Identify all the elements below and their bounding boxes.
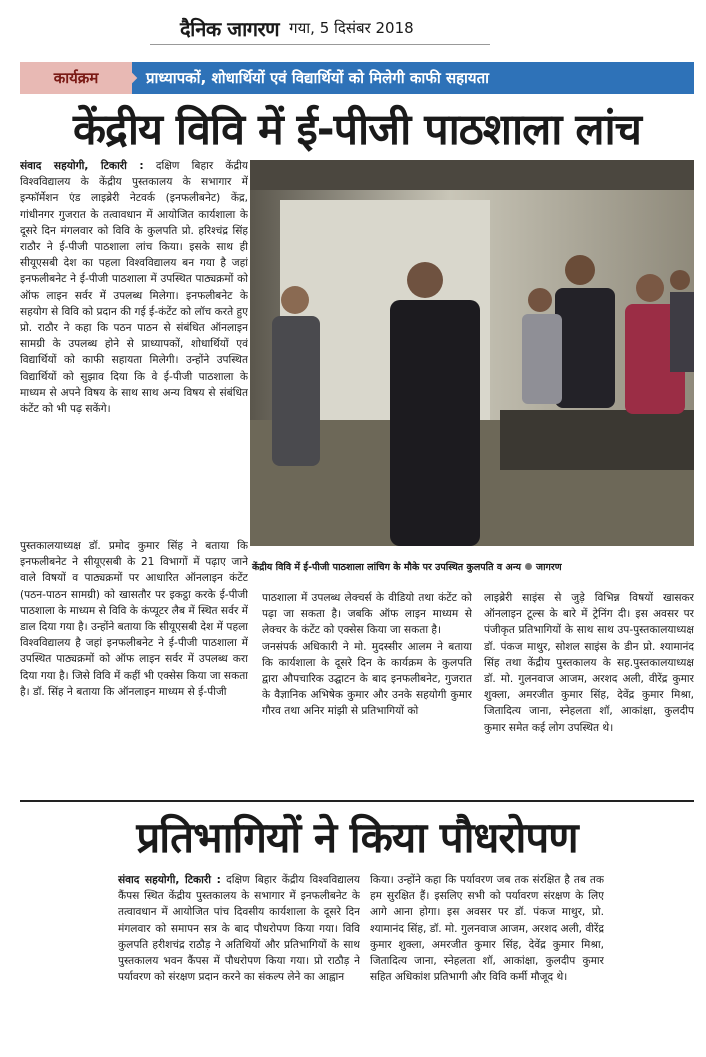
- story1-col2-paragraph1: पाठशाला में उपलब्ध लेक्चर्स के वीडियो तथा कंटेंट को पढ़ा जा सकता है। जबकि ऑफ लाइन माध्यम से लेक्चर के कंटेंट को एक्सेस किया जा सकता है।: [262, 592, 472, 637]
- newspaper-name: दैनिक जागरण: [180, 16, 280, 41]
- story1-column1-upper: [20, 158, 248, 538]
- photo-caption: [252, 560, 692, 573]
- story1-paragraph2: पुस्तकालयाध्यक्ष डॉ. प्रमोद कुमार सिंह ने बताया कि इनफलीबनेट ने सीयूएसबी के 21 विभागों में पढ़ाए जाने वाले विषयों व पाठ्यक्रमों पर आधारित ऑनलाइन कंटेंट (पठन-पाठन सामग्री) को खासतौर पर इकट्ठा करके ई-पीजी पाठशाला के माध्यम से विवि के कंप्यूटर लैब में स्थित सर्वर में डाल दिया गया है। उन्होंने बताया कि सीयूएसबी देश में पहला विश्वविद्यालय है जहां इनफलीबनेट ने ई-पीजी पाठशाला में उपस्थित पाठ्यक्रमों को ऑफ लाइन सर्वर में उपलब्ध करा दिया गया है। जिसे विवि में कहीं भी एक्सेस किया जा सकता है। डॉ. सिंह ने बताया कि ऑनलाइन माध्यम से ई-पीजी: [20, 540, 248, 698]
- story1-column1-lower: [20, 538, 248, 788]
- caption-text: केंद्रीय विवि में ई-पीजी पाठशाला लांचिग के मौके पर उपस्थित कुलपति व अन्य: [252, 562, 522, 573]
- story1-paragraph1: दक्षिण बिहार केंद्रीय विश्वविद्यालय के केंद्रीय पुस्तकालय के सभागार में इन्फॉर्मेशन एंड लाइब्रेरी नेटवर्क (इनफलीबनेट) केंद्र, गांधीनगर गुजरात के तत्वावधान में आयोजित कार्यशाला के दूसरे दिन मंगलवार को विवि के कुलपति प्रो. हरिश्चंद्र सिंह राठौर ने ई-पीजी पाठशाला लांच किया। इसके साथ ही सीयूएसबी देश का पहला विश्वविद्यालय बन गया है जहां इनफलीबनेट ने ई-पीजी पाठशाला में उपस्थित पाठ्यक्रमों को ऑफ लाइन सर्वर में उपलब्ध मिलेगा। इनफलीबनेट के सहयोग से विवि को प्रदान की गई ई-कंटेंट को लॉच करते हुए प्रो. राठौर ने कहा कि पठन पाठन से संबंधित ऑनलाइन सामग्री के उपलब्ध होने से प्राध्यापकों, शोधार्थियों एवं विद्यार्थियों को काफी सहायता मिलेगी। उन्होंने उपस्थित विद्यार्थियों को सुझाव दिया कि वे ई-पीजी पाठशाला के माध्यम से अपने विषय के साथ साथ अन्य विषय से संबंधित कंटेंट को भी पढ़ सकेंगे।: [20, 160, 248, 416]
- story1-column3: [484, 590, 694, 790]
- story-separator: [20, 800, 694, 802]
- story1-byline: संवाद सहयोगी, टिकारी :: [20, 160, 144, 172]
- story2-column2: [370, 872, 604, 1047]
- kicker-subheadline: प्राध्यापकों, शोधार्थियों एवं विद्यार्थियों को मिलेगी काफी सहायता: [146, 69, 490, 87]
- story1-column2: [262, 590, 472, 790]
- photo-credit: जागरण: [536, 562, 562, 573]
- story2-byline: संवाद सहयोगी, टिकारी :: [118, 874, 221, 886]
- story1-headline: केंद्रीय विवि में ई-पीजी पाठशाला लांच: [73, 104, 641, 155]
- place-date: गया, 5 दिसंबर 2018: [289, 19, 414, 37]
- story2-headline: प्रतिभागियों ने किया पौधरोपण: [136, 812, 578, 862]
- kicker-tag: कार्यक्रम: [20, 62, 132, 94]
- story1-col3-paragraph1: लाइब्रेरी साइंस से जुड़े विभिन्न विषयों खासकर ऑनलाइन टूल्स के बारे में ट्रेनिंग दी। इस अवसर पर पंजीकृत प्रतिभागियों के साथ साथ उप-पुस्तकालयाध्यक्ष डॉ. पंकज माथुर, सोशल साइंस के डीन प्रो. श्यामानंद सिंह तथा केंद्रीय पुस्तकालय के सह.पुस्तकालयाध्यक्ष डॉ. मो. गुलनवाज आजम, अरशद अली, वीरेंद्र कुमार शुक्ला, अमरजीत कुमार सिंह, देवेंद्र कुमार मिश्रा, जितादित्य जाना, स्नेहलता शॉ, आकांक्षा, कुलदीप कुमार समेत कई लोग उपस्थित थे।: [484, 592, 694, 734]
- story2-col2-text: किया। उन्होंने कहा कि पर्यावरण जब तक संरक्षित है तब तक हम सुरक्षित हैं। इसलिए सभी को पर्यावरण संरक्षण के लिए आगे आना होगा। इस अवसर पर डॉ. पंकज माथुर, प्रो. श्यामानंद सिंह, डॉ. मो. गुलनवाज आजम, अरशद अली, वीरेंद्र कुमार शुक्ला, अमरजीत कुमार सिंह, देवेंद्र कुमार मिश्रा, जितादित्य जाना, स्नेहलता शॉ, आकांक्षा, कुलदीप कुमार सहित अधिकांश प्रतिभागी और विवि कर्मी मौजूद थे।: [370, 874, 604, 984]
- masthead: [180, 14, 480, 42]
- masthead-rule: [150, 44, 490, 45]
- story2-column1: [118, 872, 360, 1047]
- bullet-dot-icon: [525, 563, 532, 570]
- story2-col1-text: दक्षिण बिहार केंद्रीय विश्वविद्यालय कैंपस स्थित केंद्रीय पुस्तकालय के सभागार में इनफलीबनेट के तत्वावधान में आयोजित पांच दिवसीय कार्यशाला के दूसरे दिन मंगलवार को समापन सत्र के बाद पौधरोपण किया गया। विवि कुलपति हरीशचंद्र राठौड़ ने अतिथियों और प्रतिभागियों के साथ पुस्तकालय भवन कैंपस में पौधरोपण किया गया। प्रो राठौड़ ने पर्यावरण को संरक्षण प्रदान करने का संकल्प लेने का आह्वान: [118, 874, 360, 984]
- event-photo: [250, 160, 694, 546]
- story1-col2-paragraph2: जनसंपर्क अधिकारी ने मो. मुदस्सीर आलम ने बताया कि कार्यशाला के दूसरे दिन के कार्यक्रम के कुलपति द्वारा औपचारिक उद्घाटन के बाद इनफलीबनेट, गुजरात के वैज्ञानिक अभिषेक कुमार और उनके सहयोगी कुमार गौरव तथा अनिर मांझी से प्रतिभागियों को: [262, 640, 472, 718]
